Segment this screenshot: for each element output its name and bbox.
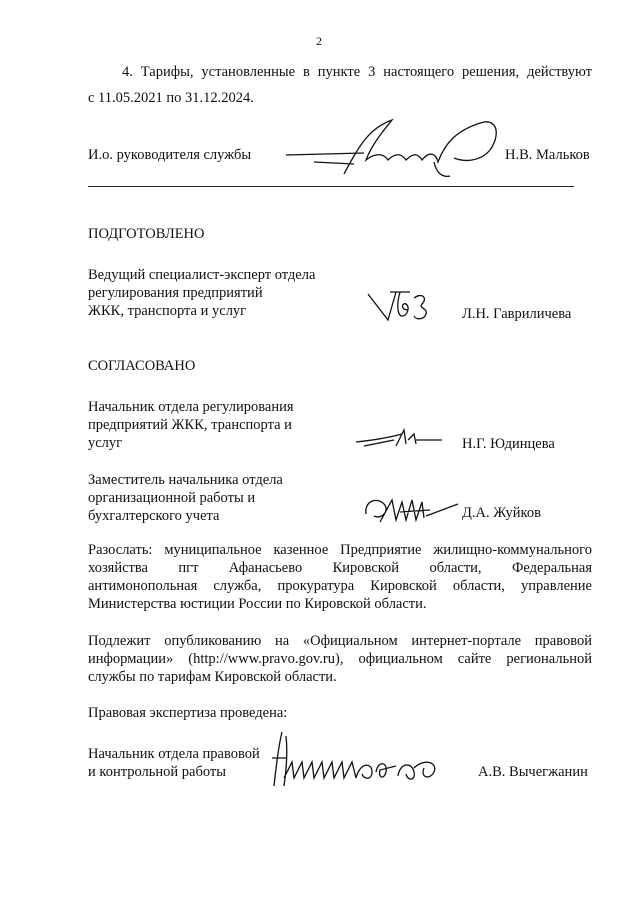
agreed-person-1-line-2: предприятий ЖКК, транспорта и	[88, 417, 292, 433]
legal-note: Правовая экспертиза проведена:	[88, 705, 288, 721]
agreed-person-1-name: Н.Г. Юдинцева	[462, 436, 555, 452]
head-signature-image	[284, 116, 504, 186]
distribution-line-2: хозяйства пгт Афанасьево Кировской области, Федеральная	[88, 560, 592, 576]
agreed-person-1-line-1: Начальник отдела регулирования	[88, 399, 294, 415]
publication-line-2: информации» (http://www.pravo.gov.ru), официальном сайте региональной	[88, 651, 592, 667]
agreed-person-2-signature-image	[360, 492, 460, 526]
agreed-person-2-line-1: Заместитель начальника отдела	[88, 472, 283, 488]
distribution-line-1: Разослать: муниципальное казенное Предприятие жилищно-коммунального	[88, 542, 592, 558]
publication-line-1: Подлежит опубликованию на «Официальном интернет-портале правовой	[88, 633, 592, 649]
paragraph-4-line-1: 4. Тарифы, установленные в пункте 3 настоящего решения, действуют	[122, 64, 592, 80]
paragraph-4-line-2: с 11.05.2021 по 31.12.2024.	[88, 90, 254, 106]
prepared-position-line-3: ЖКК, транспорта и услуг	[88, 303, 247, 319]
prepared-heading: ПОДГОТОВЛЕНО	[88, 226, 205, 242]
agreed-heading: СОГЛАСОВАНО	[88, 358, 196, 374]
distribution-line-4: Министерства юстиции России по Кировской области.	[88, 596, 427, 612]
prepared-position-line-2: регулирования предприятий	[88, 285, 263, 301]
agreed-person-2-line-3: бухгалтерского учета	[88, 508, 220, 524]
legal-position-line-1: Начальник отдела правовой	[88, 746, 260, 762]
page-number: 2	[316, 34, 322, 48]
agreed-person-1-line-3: услуг	[88, 435, 123, 451]
separator-line	[88, 186, 574, 187]
distribution-line-3: антимонопольная служба, прокуратура Кировской области, управление	[88, 578, 592, 594]
agreed-person-2-name: Д.А. Жуйков	[462, 505, 541, 521]
legal-signature-image	[268, 728, 448, 790]
prepared-name: Л.Н. Гавриличева	[462, 306, 572, 322]
agreed-person-1-signature-image	[354, 426, 444, 450]
legal-position-line-2: и контрольной работы	[88, 764, 226, 780]
legal-name: А.В. Вычегжанин	[478, 764, 588, 780]
prepared-signature-image	[366, 286, 436, 326]
head-name: Н.В. Мальков	[505, 147, 590, 163]
prepared-position-line-1: Ведущий специалист-эксперт отдела	[88, 267, 316, 283]
agreed-person-2-line-2: организационной работы и	[88, 490, 256, 506]
publication-line-3: службы по тарифам Кировской области.	[88, 669, 337, 685]
head-position: И.о. руководителя службы	[88, 147, 252, 163]
